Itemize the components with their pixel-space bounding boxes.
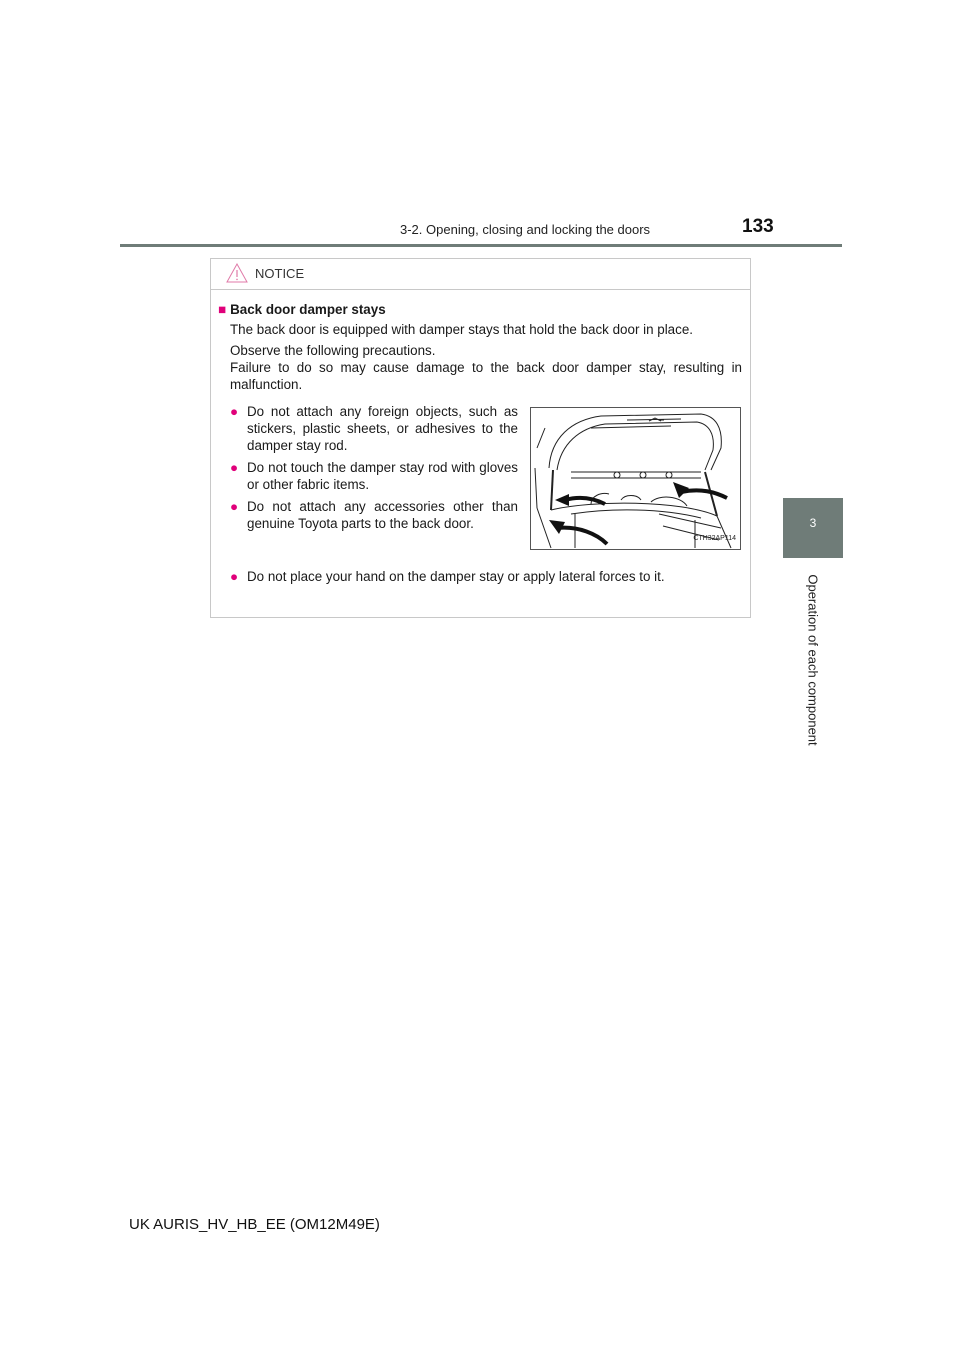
notice-header	[211, 259, 750, 290]
list-item: ● Do not touch the damper stay rod with gloves or other fabric items.	[218, 459, 518, 493]
notice-box	[210, 258, 751, 618]
square-bullet-icon: ■	[218, 302, 227, 317]
bullet-dot-icon: ●	[230, 460, 239, 475]
paragraph-damper-intro: The back door is equipped with damper stays that hold the back door in place.	[230, 322, 693, 337]
footer-model-code: UK AURIS_HV_HB_EE (OM12M49E)	[129, 1216, 380, 1233]
list-item: ● Do not attach any foreign objects, such as stickers, plastic sheets, or adhesives to the damper stay rod.	[218, 403, 518, 454]
bullet-dot-icon: ●	[230, 569, 239, 584]
warning-triangle-icon	[226, 263, 248, 288]
chapter-title: Operation of each component	[805, 574, 821, 746]
page-number: 133	[742, 216, 774, 237]
chapter-tab	[783, 498, 843, 558]
notice-body	[218, 301, 742, 590]
figure-code: CTH32AP114	[693, 535, 736, 542]
chapter-number: 3	[809, 516, 817, 530]
list-item: ● Do not place your hand on the damper stay or apply lateral forces to it.	[218, 568, 742, 585]
bullet-dot-icon: ●	[230, 499, 239, 514]
notice-label: NOTICE	[255, 266, 305, 281]
paragraph-failure: Failure to do so may cause damage to the back door damper stay, resulting in malfunction.	[230, 360, 742, 392]
back-door-illustration	[530, 407, 741, 550]
list-item: ● Do not attach any accessories other than genuine Toyota parts to the back door.	[218, 498, 518, 532]
paragraph-observe: Observe the following precautions.	[230, 343, 436, 358]
bullets-with-figure	[218, 403, 742, 568]
bullet-dot-icon: ●	[230, 404, 239, 419]
section-title-text: Back door damper stays	[230, 302, 386, 317]
header-rule	[120, 244, 842, 247]
section-header-title: 3-2. Opening, closing and locking the doors	[400, 222, 651, 237]
section-title	[218, 301, 742, 318]
